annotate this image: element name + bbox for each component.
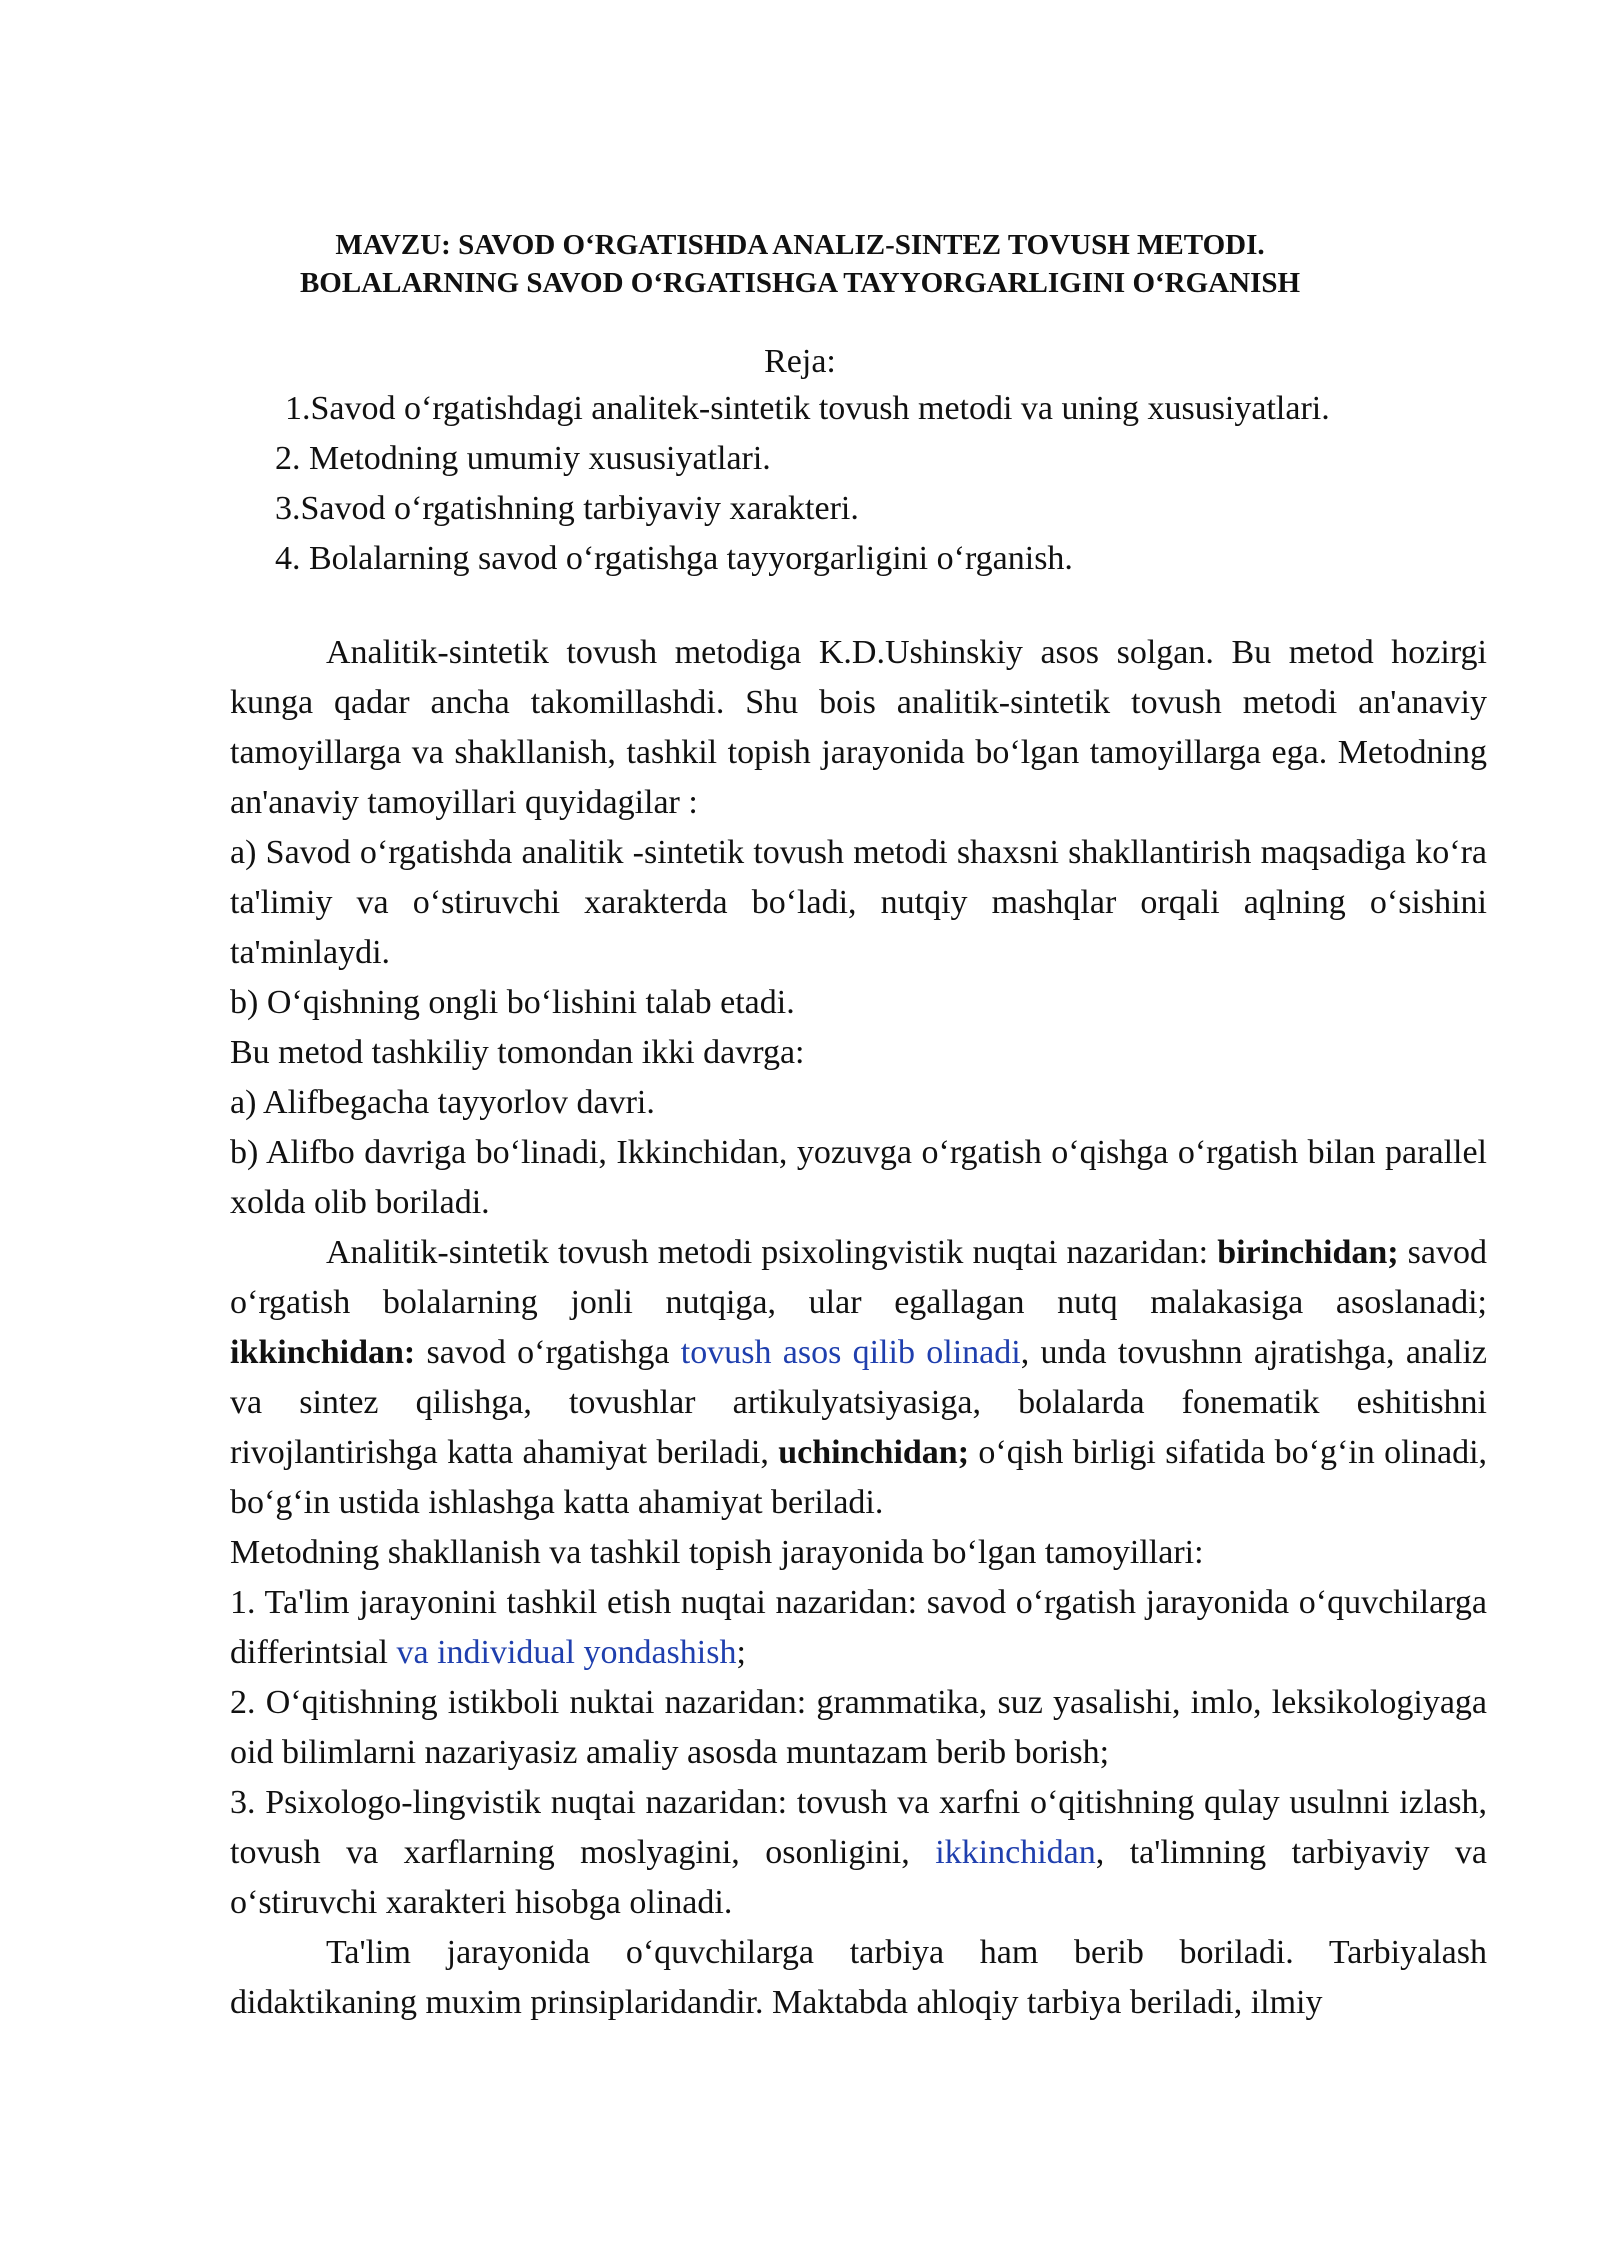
p7-bold-birinchidan: birinchidan;: [1217, 1234, 1399, 1271]
paragraph-8: Metodning shakllanish va tashkil topish jarayonida bo‘lgan tamoyillari:: [230, 1534, 1204, 1571]
plan-heading: Reja:: [764, 343, 836, 380]
paragraph-6: b) Alifbo davriga bo‘linadi, Ikkinchidan, yozuvga o‘rgatish o‘qishga o‘rgatish bilan parallel xolda olib boriladi.: [230, 1134, 1487, 1221]
plan-item-4: 4. Bolalarning savod o‘rgatishga tayyorgarligini o‘rganish.: [275, 540, 1073, 577]
paragraph-12: Ta'lim jarayonida o‘quvchilarga tarbiya ham berib boriladi. Tarbiyalash didaktikaning muxim prinsiplaridandir. Maktabda ahloqiy tarbiya beriladi, ilmiy: [230, 1934, 1487, 2021]
p9-text-2: ;: [736, 1634, 746, 1671]
p11-text-2: , ta'limning tarbiyaviy va o‘stiruvchi xarakteri hisobga olinadi.: [230, 1834, 1487, 1921]
paragraph-1: Analitik-sintetik tovush metodiga K.D.Ushinskiy asos solgan. Bu metod hozirgi kunga qadar ancha takomillashdi. Shu bois analitik-sintetik tovush metodi an'anaviy tamoyillarga va shakllanish, tashkil topish jarayonida bo‘lgan tamoyillarga ega. Metodning an'anaviy tamoyillari quyidagilar :: [230, 634, 1487, 821]
document-title: [160, 226, 1440, 302]
p7-text-5: o‘qish birligi sifatida bo‘g‘in olinadi, bo‘g‘in ustida ishlashga katta ahamiyat beriladi.: [230, 1434, 1488, 1521]
paragraph-9: [230, 1578, 1487, 1678]
p7-text-2: savod o‘rgatish bolalarning jonli nutqiga, ular egallagan nutq malakasiga asoslanadi;: [230, 1234, 1488, 1321]
paragraph-3: b) O‘qishning ongli bo‘lishini talab etadi.: [230, 984, 795, 1021]
plan-item-1: 1.Savod o‘rgatishdagi analitek-sintetik tovush metodi va uning xususiyatlari.: [285, 390, 1330, 427]
p11-text-1: 3. Psixologo-lingvistik nuqtai nazaridan: tovush va xarfni o‘qitishning qulay usulnni izlash, tovush va xarflarning moslyagini, osonligini,: [230, 1784, 1487, 1871]
paragraph-11: [230, 1778, 1487, 1928]
p7-text-4: , unda tovushnn ajratishga, analiz va sintez qilishga, tovushlar artikulyatsiyasiga, bolalarda fonematik eshitishni rivojlantirishga katta ahamiyat beriladi,: [230, 1334, 1487, 1471]
p9-blue-text: va individual yondashish: [396, 1634, 737, 1671]
title-line-2: BOLALARNING SAVOD O‘RGATISHGA TAYYORGARLIGINI O‘RGANISH: [299, 267, 1301, 299]
title-line-1: MAVZU: SAVOD O‘RGATISHDA ANALIZ-SINTEZ TOVUSH METODI.: [335, 229, 1265, 261]
p9-text-1: 1. Ta'lim jarayonini tashkil etish nuqtai nazaridan: savod o‘rgatish jarayonida o‘quvchilarga differintsial: [230, 1584, 1487, 1671]
p11-blue-text: ikkinchidan: [935, 1834, 1096, 1871]
p7-bold-ikkinchidan: ikkinchidan:: [230, 1334, 416, 1371]
p7-text-3: savod o‘rgatishga: [415, 1334, 681, 1371]
paragraph-7: [230, 1228, 1487, 1528]
plan-item-2: 2. Metodning umumiy xususiyatlari.: [275, 440, 771, 477]
document-body: [230, 628, 1487, 2028]
p7-bold-uchinchidan: uchinchidan;: [778, 1434, 970, 1471]
paragraph-5: a) Alifbegacha tayyorlov davri.: [230, 1084, 655, 1121]
p7-text-1: Analitik-sintetik tovush metodi psixolingvistik nuqtai nazaridan:: [326, 1234, 1218, 1271]
plan-item-3: 3.Savod o‘rgatishning tarbiyaviy xarakteri.: [275, 490, 859, 527]
paragraph-10: 2. O‘qitishning istikboli nuktai nazaridan: grammatika, suz yasalishi, imlo, leksikologiyaga oid bilimlarni nazariyasiz amaliy asosda muntazam berib borish;: [230, 1684, 1487, 1771]
paragraph-4: Bu metod tashkiliy tomondan ikki davrga:: [230, 1034, 805, 1071]
p7-blue-text: tovush asos qilib olinadi: [680, 1334, 1021, 1371]
paragraph-2: a) Savod o‘rgatishda analitik -sintetik tovush metodi shaxsni shakllantirish maqsadiga ko‘ra ta'limiy va o‘stiruvchi xarakterda bo‘ladi, nutqiy mashqlar orqali aqlning o‘sishini ta'minlaydi.: [230, 834, 1487, 971]
